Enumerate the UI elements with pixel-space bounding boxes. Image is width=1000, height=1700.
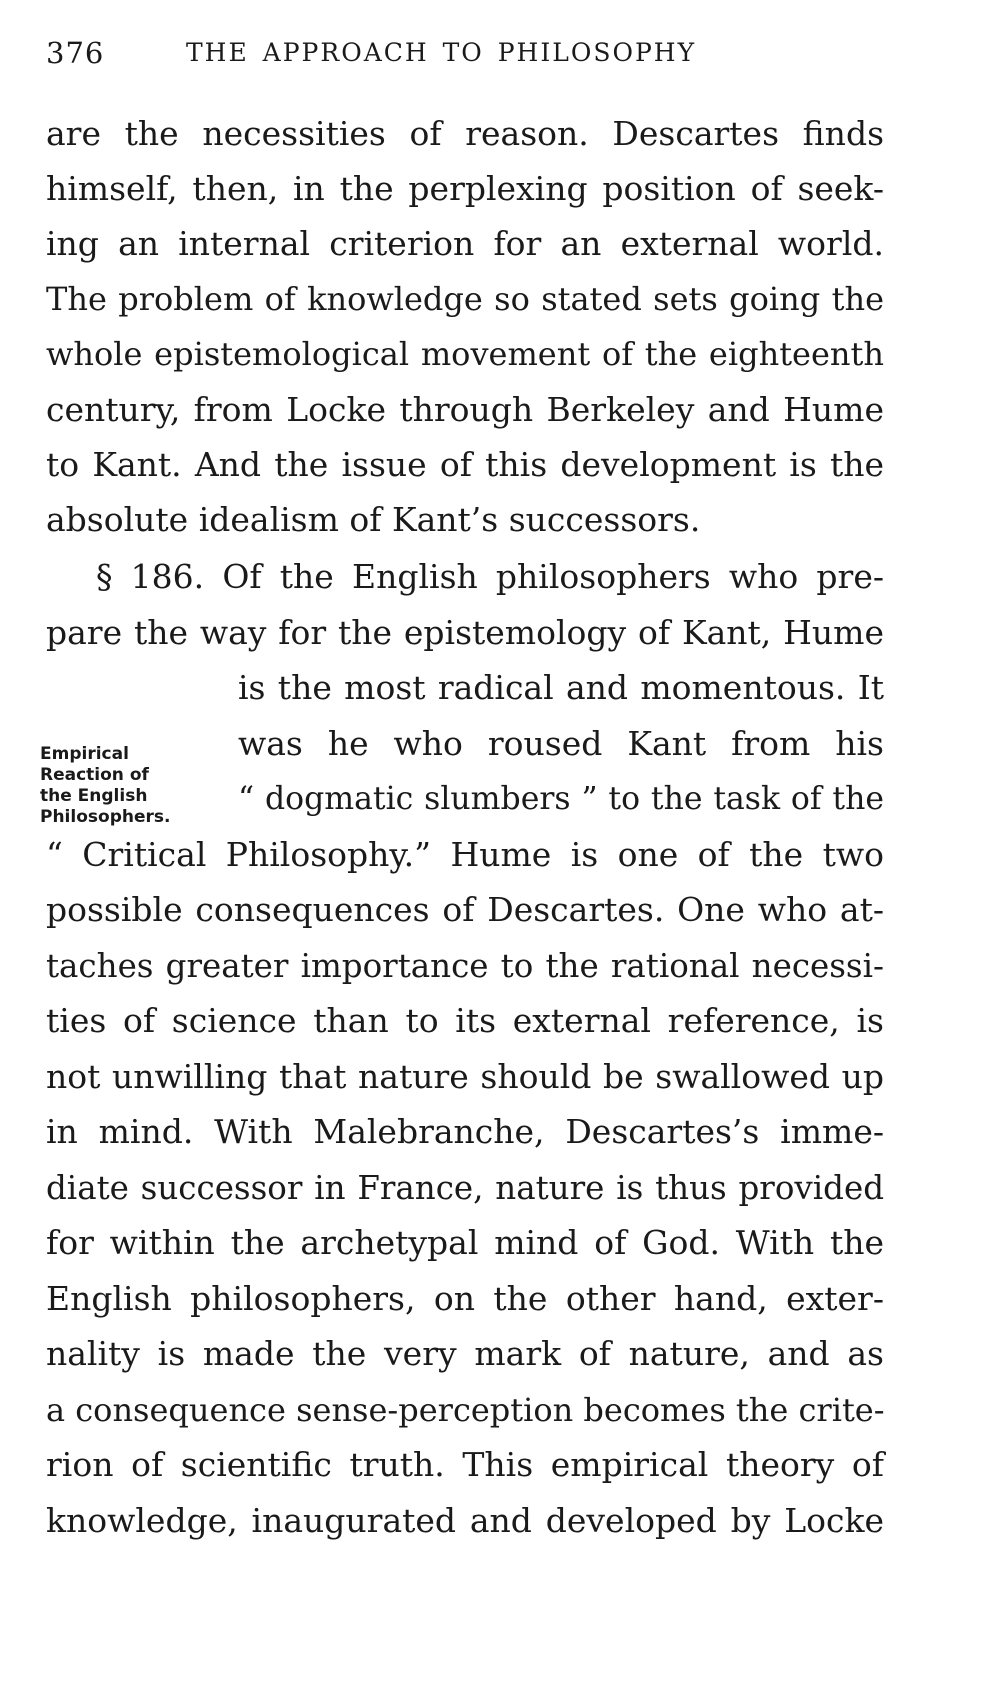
text-line: The problem of knowledge so stated sets going the	[46, 280, 884, 318]
margin-note-line: Philosophers.	[40, 807, 171, 827]
text-line: for within the archetypal mind of God. With the	[46, 1223, 884, 1262]
text-line: himself, then, in the perplexing position of seek-	[46, 169, 884, 208]
text-line: “ Critical Philosophy.” Hume is one of the two	[46, 835, 884, 874]
text-line: is the most radical and momentous. It	[238, 668, 884, 707]
text-line: nality is made the very mark of nature, and as	[46, 1334, 884, 1373]
text-line: taches greater importance to the rational necessi-	[46, 947, 884, 985]
running-head: THE APPROACH TO PHILOSOPHY	[186, 38, 697, 67]
text-line: century, from Locke through Berkeley and Hume	[46, 390, 884, 429]
text-line: was he who roused Kant from his	[238, 724, 884, 763]
text-line: not unwilling that nature should be swallowed up	[46, 1057, 884, 1096]
page-header	[46, 30, 926, 80]
text-line: English philosophers, on the other hand, exter-	[46, 1279, 884, 1318]
text-line: absolute idealism of Kant’s successors.	[46, 500, 701, 539]
text-line: ing an internal criterion for an external world.	[46, 224, 884, 263]
margin-note-line: Empirical	[40, 744, 129, 764]
text-line: “ dogmatic slumbers ” to the task of the	[238, 781, 884, 817]
text-line: rion of scientific truth. This empirical theory of	[46, 1445, 884, 1484]
text-line: whole epistemological movement of the eighteenth	[46, 335, 884, 373]
text-line: possible consequences of Descartes. One who at-	[46, 890, 884, 929]
section-heading-line: § 186. Of the English philosophers who pre-	[96, 557, 884, 596]
margin-note-line: the English	[40, 786, 148, 806]
margin-note-line: Reaction of	[40, 765, 149, 785]
page-number: 376	[46, 36, 105, 70]
text-line: in mind. With Malebranche, Descartes’s imme-	[46, 1112, 884, 1151]
text-line: pare the way for the epistemology of Kant, Hume	[46, 613, 884, 652]
text-line: diate successor in France, nature is thus provided	[46, 1169, 884, 1207]
margin-note	[40, 744, 200, 828]
text-line: are the necessities of reason. Descartes finds	[46, 114, 884, 153]
text-line: a consequence sense-perception becomes the crite-	[46, 1391, 885, 1429]
text-line: to Kant. And the issue of this development is the	[46, 445, 884, 484]
text-line: knowledge, inaugurated and developed by Locke	[46, 1501, 884, 1540]
text-line: ties of science than to its external reference, is	[46, 1001, 884, 1040]
